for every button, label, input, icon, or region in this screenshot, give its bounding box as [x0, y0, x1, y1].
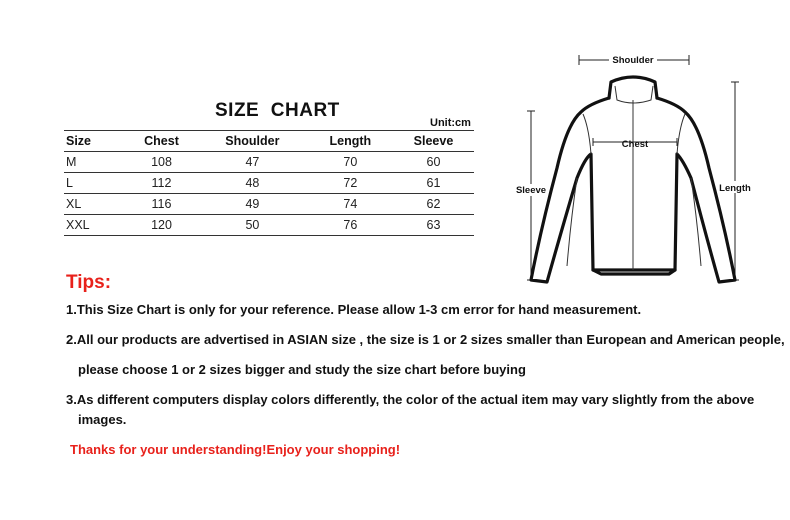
column-header-sleeve: Sleeve	[393, 131, 474, 152]
table-cell: 63	[393, 215, 474, 236]
table-cell: 50	[197, 215, 308, 236]
table-row	[64, 215, 474, 236]
tip-2-line-2: please choose 1 or 2 sizes bigger and study the size chart before buying	[78, 362, 526, 377]
column-header-length: Length	[308, 131, 393, 152]
table-cell: 74	[308, 194, 393, 215]
table-cell: XXL	[64, 215, 126, 236]
table-cell: L	[64, 173, 126, 194]
table-cell: 76	[308, 215, 393, 236]
table-cell: 61	[393, 173, 474, 194]
column-header-size: Size	[64, 131, 126, 152]
tip-2-line-1: 2.All our products are advertised in ASIAN size , the size is 1 or 2 sizes smaller than European and American people,	[66, 332, 785, 347]
table-cell: 120	[126, 215, 197, 236]
table-header-row	[64, 131, 474, 152]
tip-3-line-1: 3.As different computers display colors differently, the color of the actual item may vary slightly from the above	[66, 392, 755, 407]
table-cell: 60	[393, 152, 474, 173]
column-header-chest: Chest	[126, 131, 197, 152]
table-cell: XL	[64, 194, 126, 215]
table-cell: 47	[197, 152, 308, 173]
table-cell: 48	[197, 173, 308, 194]
size-table	[64, 130, 474, 236]
sleeve-label: Sleeve	[515, 185, 547, 196]
chest-label: Chest	[621, 139, 649, 150]
tip-3-line-2: images.	[78, 412, 127, 427]
size-chart-title: SIZE CHART	[215, 100, 340, 121]
table-row	[64, 152, 474, 173]
table-cell: 112	[126, 173, 197, 194]
table-row	[64, 194, 474, 215]
table-cell: 108	[126, 152, 197, 173]
table-cell: 70	[308, 152, 393, 173]
table-row	[64, 173, 474, 194]
length-label: Length	[719, 183, 751, 194]
thanks-message: Thanks for your understanding!Enjoy your shopping!	[70, 442, 401, 457]
table-cell: 72	[308, 173, 393, 194]
jacket-diagram	[505, 48, 765, 288]
column-header-shoulder: Shoulder	[197, 131, 308, 152]
table-cell: 62	[393, 194, 474, 215]
jacket-seams	[567, 86, 701, 270]
table-cell: M	[64, 152, 126, 173]
tip-1: 1.This Size Chart is only for your reference. Please allow 1-3 cm error for hand measurement.	[66, 302, 642, 317]
table-cell: 49	[197, 194, 308, 215]
shoulder-label: Shoulder	[612, 55, 654, 66]
tips-heading: Tips:	[66, 272, 112, 293]
unit-label: Unit:cm	[430, 117, 471, 129]
table-cell: 116	[126, 194, 197, 215]
